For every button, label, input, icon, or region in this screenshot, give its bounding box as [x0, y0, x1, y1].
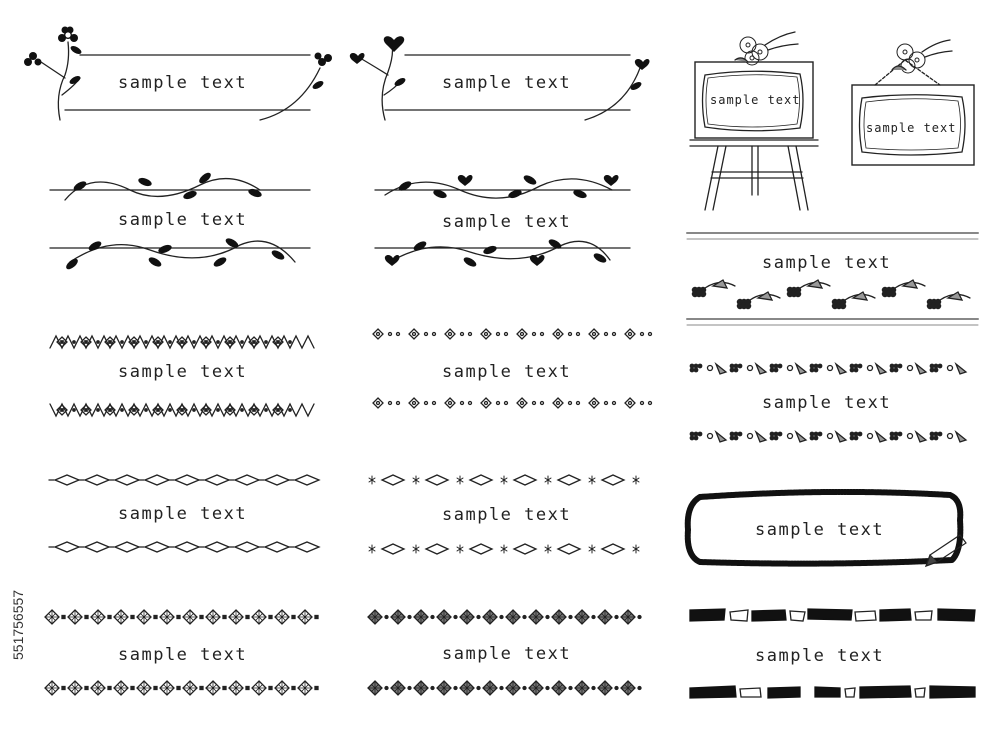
hanging-board-decor: [852, 40, 974, 165]
label-flower-frame: sample text: [118, 73, 248, 93]
label-dark-crosshatch-divider: sample text: [442, 644, 572, 664]
label-heart-vine-divider: sample text: [442, 212, 572, 232]
label-hanging-board: sample text: [866, 121, 957, 135]
label-vine-divider: sample text: [118, 210, 248, 230]
double-line-berry-divider-decor: [687, 233, 978, 325]
label-sparkle-diamond-divider: sample text: [442, 505, 572, 525]
label-crosshatch-divider: sample text: [118, 645, 248, 665]
label-double-line-berry-divider: sample text: [762, 253, 892, 273]
label-dot-diamond-divider: sample text: [442, 362, 572, 382]
easel-board-decor: [690, 32, 818, 210]
label-diamond-line-divider: sample text: [118, 504, 248, 524]
label-zigzag-diamond-divider: sample text: [118, 362, 248, 382]
label-tape-divider: sample text: [755, 646, 885, 666]
label-easel-board: sample text: [710, 93, 801, 107]
label-grape-divider: sample text: [762, 393, 892, 413]
label-chalk-frame: sample text: [755, 520, 885, 540]
label-heart-flower-frame: sample text: [442, 73, 572, 93]
stock-id: 551756557: [10, 589, 26, 660]
